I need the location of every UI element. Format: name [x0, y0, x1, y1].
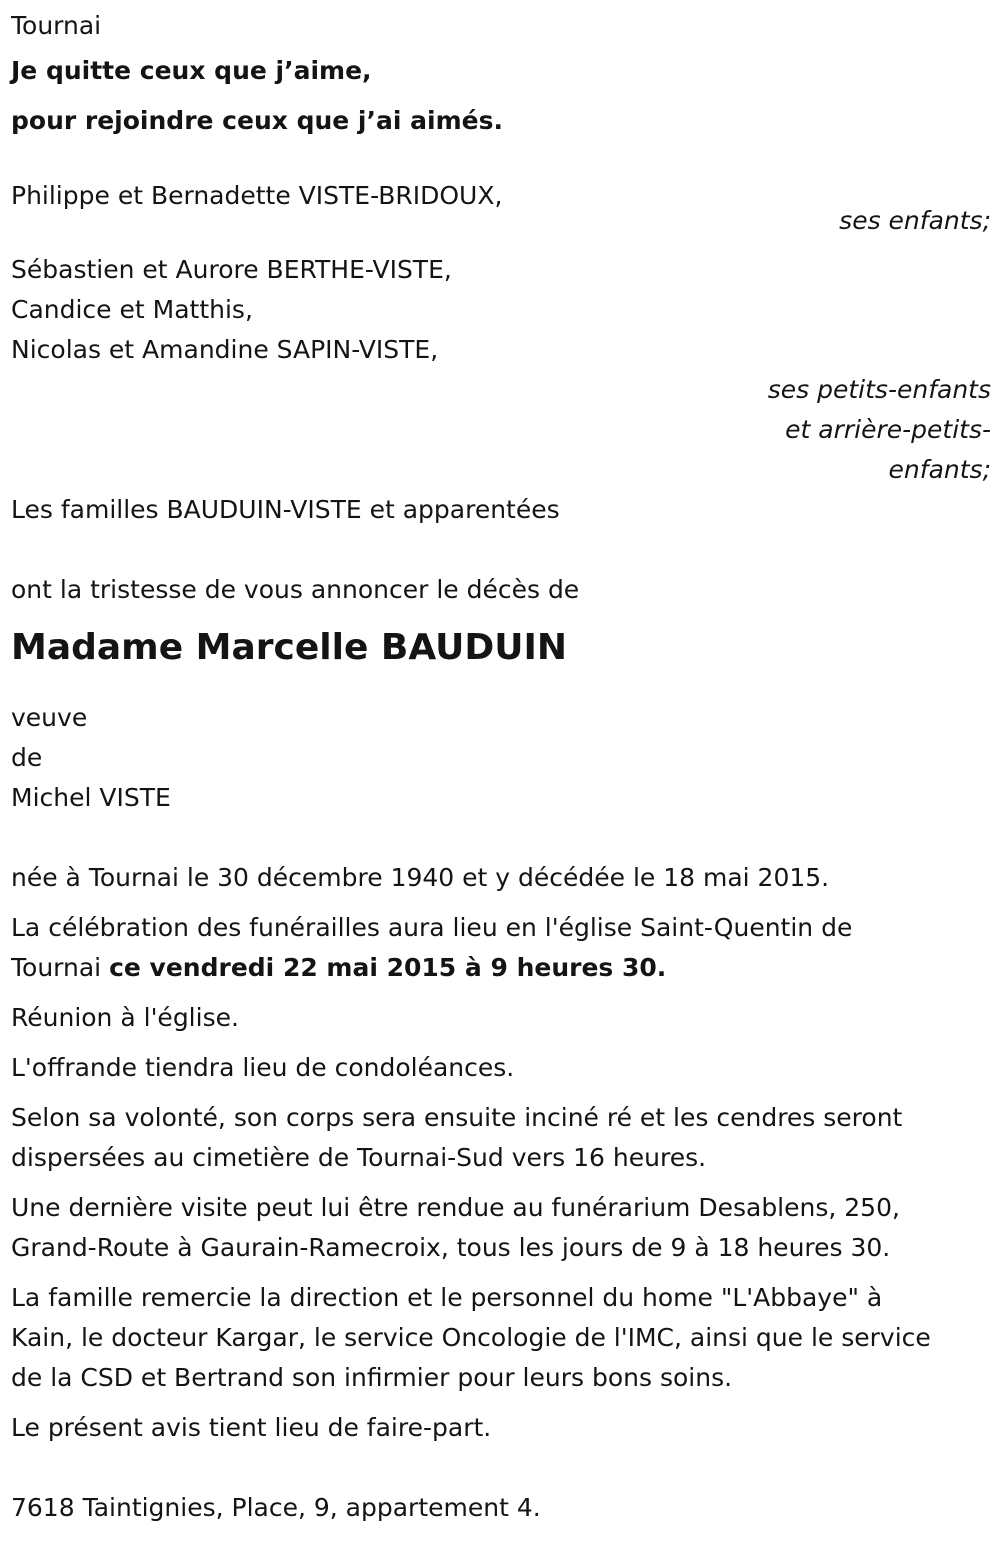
grandchildren-role-1: ses petits-enfants: [767, 375, 991, 404]
visit-line-2: Grand-Route à Gaurain-Ramecroix, tous les jours de 9 à 18 heures 30.: [11, 1233, 891, 1262]
thanks-line-2: Kain, le docteur Kargar, le service Oncologie de l'IMC, ainsi que le service: [11, 1323, 931, 1352]
meeting: Réunion à l'église.: [11, 1003, 239, 1032]
grandchild-line-1: Sébastien et Aurore BERTHE-VISTE,: [11, 255, 452, 284]
notice: Le présent avis tient lieu de faire-part.: [11, 1413, 492, 1442]
deceased-name: Madame Marcelle BAUDUIN: [11, 627, 567, 668]
thanks-line-1: La famille remercie la direction et le personnel du home "L'Abbaye" à: [11, 1283, 883, 1312]
visit-paragraph: [11, 1188, 991, 1268]
funeral-line-1: La célébration des funérailles aura lieu en l'église Saint-Quentin de: [11, 913, 853, 942]
cremation-line-1: Selon sa volonté, son corps sera ensuite inciné ré et les cendres seront: [11, 1103, 903, 1132]
announcement: ont la tristesse de vous annoncer le décès de: [11, 575, 580, 604]
funeral-datetime: ce vendredi 22 mai 2015 à 9 heures 30.: [109, 953, 667, 982]
verse-line-1: Je quitte ceux que j’aime,: [11, 56, 372, 85]
widow-line-2: de: [11, 743, 43, 772]
obituary-notice: [11, 6, 991, 1528]
grandchild-line-3: Nicolas et Amandine SAPIN-VISTE,: [11, 335, 439, 364]
widow-line-3: Michel VISTE: [11, 783, 171, 812]
widow-line-1: veuve: [11, 703, 88, 732]
families: Les familles BAUDUIN-VISTE et apparentées: [11, 495, 560, 524]
funeral-paragraph: [11, 908, 991, 988]
grandchild-line-2: Candice et Matthis,: [11, 295, 253, 324]
grandchildren-role-2: et arrière-petits-: [785, 415, 991, 444]
cremation-line-2: dispersées au cimetière de Tournai-Sud vers 16 heures.: [11, 1143, 707, 1172]
thanks-paragraph: [11, 1278, 991, 1398]
cremation-paragraph: [11, 1098, 991, 1178]
funeral-line-2: [11, 948, 991, 988]
children-role: ses enfants;: [839, 206, 991, 235]
birth-death: née à Tournai le 30 décembre 1940 et y décédée le 18 mai 2015.: [11, 863, 830, 892]
children-names: Philippe et Bernadette VISTE-BRIDOUX,: [11, 181, 503, 210]
grandchildren-role-3: enfants;: [888, 455, 991, 484]
thanks-line-3: de la CSD et Bertrand son infirmier pour leurs bons soins.: [11, 1363, 733, 1392]
offering: L'offrande tiendra lieu de condoléances.: [11, 1053, 515, 1082]
verse-line-2: pour rejoindre ceux que j’ai aimés.: [11, 106, 503, 135]
address: 7618 Taintignies, Place, 9, appartement 4.: [11, 1493, 541, 1522]
visit-line-1: Une dernière visite peut lui être rendue au funérarium Desablens, 250,: [11, 1193, 900, 1222]
funeral-place: Tournai: [11, 953, 110, 982]
place: Tournai: [11, 11, 102, 40]
